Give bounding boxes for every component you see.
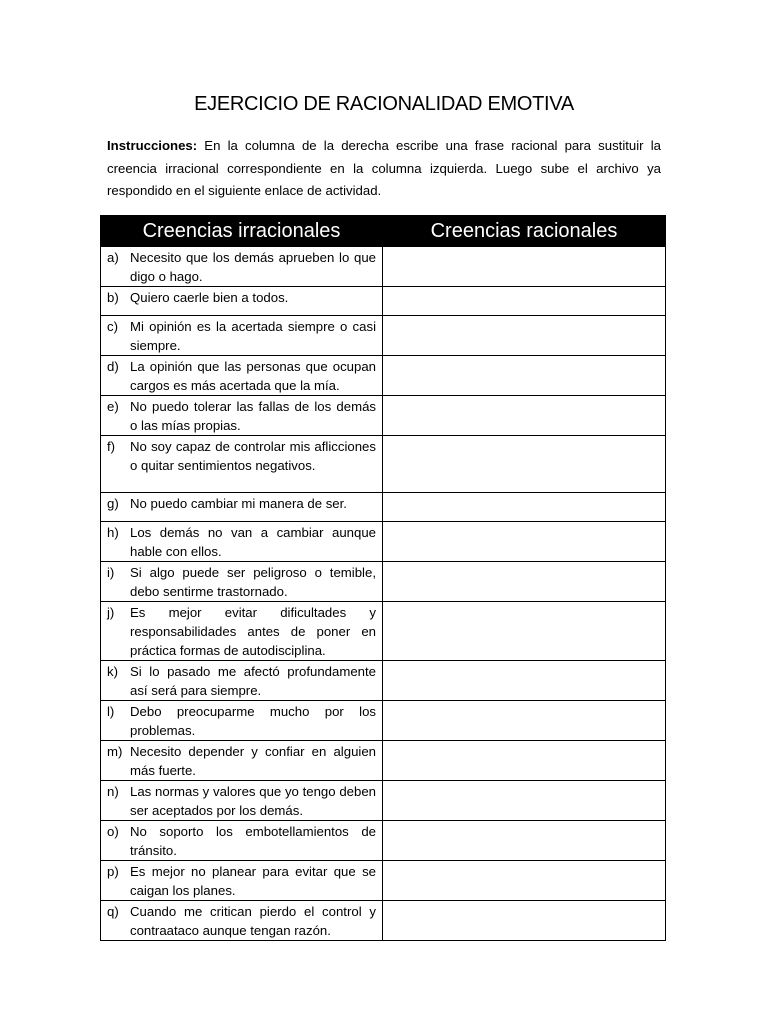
rational-belief-answer-cell[interactable] bbox=[383, 562, 666, 602]
instructions-paragraph bbox=[107, 135, 661, 203]
belief-item bbox=[101, 247, 382, 286]
irrational-belief-text: No puedo tolerar las fallas de los demás o las mías propias. bbox=[130, 399, 376, 433]
irrational-belief-text: No puedo cambiar mi manera de ser. bbox=[130, 496, 347, 511]
irrational-belief-cell bbox=[101, 741, 383, 781]
irrational-belief-text: Las normas y valores que yo tengo deben ser aceptados por los demás. bbox=[130, 784, 376, 818]
item-letter: f) bbox=[107, 439, 116, 454]
table-row bbox=[101, 316, 666, 356]
table-row bbox=[101, 522, 666, 562]
header-irrational-beliefs: Creencias irracionales bbox=[101, 216, 383, 247]
irrational-belief-cell bbox=[101, 901, 383, 941]
rational-belief-answer-cell[interactable] bbox=[383, 396, 666, 436]
irrational-belief-text: Es mejor no planear para evitar que se caigan los planes. bbox=[130, 864, 376, 898]
table-row bbox=[101, 602, 666, 661]
item-letter: a) bbox=[107, 250, 119, 265]
item-letter: h) bbox=[107, 525, 119, 540]
belief-item bbox=[101, 396, 382, 435]
rational-belief-answer-cell[interactable] bbox=[383, 701, 666, 741]
header-rational-beliefs: Creencias racionales bbox=[383, 216, 666, 247]
belief-item bbox=[101, 661, 382, 700]
irrational-belief-text: Los demás no van a cambiar aunque hable con ellos. bbox=[130, 525, 376, 559]
item-letter: n) bbox=[107, 784, 119, 799]
irrational-belief-cell bbox=[101, 356, 383, 396]
irrational-belief-text: No soy capaz de controlar mis aflicciones o quitar sentimientos negativos. bbox=[130, 439, 376, 473]
irrational-belief-cell bbox=[101, 436, 383, 493]
irrational-belief-text: Necesito que los demás aprueben lo que digo o hago. bbox=[130, 250, 376, 284]
irrational-belief-text: Es mejor evitar dificultades y responsabilidades antes de poner en práctica formas de autodisciplina. bbox=[130, 605, 376, 658]
table-row bbox=[101, 247, 666, 287]
item-letter: k) bbox=[107, 664, 118, 679]
item-letter: l) bbox=[107, 704, 115, 719]
item-letter: q) bbox=[107, 904, 119, 919]
table-row bbox=[101, 901, 666, 941]
irrational-belief-cell bbox=[101, 247, 383, 287]
table-row bbox=[101, 436, 666, 493]
item-letter: d) bbox=[107, 359, 119, 374]
belief-item bbox=[101, 522, 382, 561]
irrational-belief-text: Quiero caerle bien a todos. bbox=[130, 290, 289, 305]
irrational-belief-text: Mi opinión es la acertada siempre o casi siempre. bbox=[130, 319, 376, 353]
belief-item bbox=[101, 562, 382, 601]
belief-item bbox=[101, 436, 382, 475]
irrational-belief-cell bbox=[101, 821, 383, 861]
rational-belief-answer-cell[interactable] bbox=[383, 522, 666, 562]
irrational-belief-text: Si lo pasado me afectó profundamente así será para siempre. bbox=[130, 664, 376, 698]
table-row bbox=[101, 562, 666, 602]
rational-belief-answer-cell[interactable] bbox=[383, 602, 666, 661]
irrational-belief-cell bbox=[101, 861, 383, 901]
irrational-belief-cell bbox=[101, 602, 383, 661]
irrational-belief-cell bbox=[101, 287, 383, 316]
irrational-belief-cell bbox=[101, 781, 383, 821]
rational-belief-answer-cell[interactable] bbox=[383, 741, 666, 781]
table-header-row bbox=[101, 216, 666, 247]
irrational-belief-text: La opinión que las personas que ocupan cargos es más acertada que la mía. bbox=[130, 359, 376, 393]
irrational-belief-cell bbox=[101, 522, 383, 562]
irrational-belief-cell bbox=[101, 396, 383, 436]
rational-belief-answer-cell[interactable] bbox=[383, 316, 666, 356]
table-row bbox=[101, 781, 666, 821]
table-row bbox=[101, 661, 666, 701]
beliefs-table bbox=[100, 215, 666, 941]
table-row bbox=[101, 701, 666, 741]
rational-belief-answer-cell[interactable] bbox=[383, 661, 666, 701]
table-row bbox=[101, 287, 666, 316]
belief-item bbox=[101, 821, 382, 860]
item-letter: c) bbox=[107, 319, 118, 334]
rational-belief-answer-cell[interactable] bbox=[383, 287, 666, 316]
irrational-belief-text: No soporto los embotellamientos de tránsito. bbox=[130, 824, 376, 858]
belief-item bbox=[101, 701, 382, 740]
rational-belief-answer-cell[interactable] bbox=[383, 247, 666, 287]
item-letter: p) bbox=[107, 864, 119, 879]
page-title: EJERCICIO DE RACIONALIDAD EMOTIVA bbox=[194, 93, 574, 115]
rational-belief-answer-cell[interactable] bbox=[383, 356, 666, 396]
table-row bbox=[101, 821, 666, 861]
rational-belief-answer-cell[interactable] bbox=[383, 436, 666, 493]
irrational-belief-text: Cuando me critican pierdo el control y contraataco aunque tengan razón. bbox=[130, 904, 376, 938]
item-letter: g) bbox=[107, 496, 119, 511]
belief-item bbox=[101, 781, 382, 820]
irrational-belief-cell bbox=[101, 701, 383, 741]
belief-item bbox=[101, 861, 382, 900]
item-letter: m) bbox=[107, 744, 123, 759]
instructions-text: En la columna de la derecha escribe una frase racional para sustituir la creencia irracional correspondiente en la columna izquierda. Luego sube el archivo ya respondido en el siguiente enlace de actividad. bbox=[107, 138, 661, 198]
item-letter: o) bbox=[107, 824, 119, 839]
belief-item bbox=[101, 356, 382, 395]
belief-item bbox=[101, 602, 382, 660]
table-row bbox=[101, 493, 666, 522]
belief-item bbox=[101, 287, 382, 307]
rational-belief-answer-cell[interactable] bbox=[383, 821, 666, 861]
item-letter: i) bbox=[107, 565, 115, 580]
belief-item bbox=[101, 316, 382, 355]
table-row bbox=[101, 861, 666, 901]
rational-belief-answer-cell[interactable] bbox=[383, 781, 666, 821]
table-body bbox=[101, 247, 666, 941]
belief-item bbox=[101, 901, 382, 940]
rational-belief-answer-cell[interactable] bbox=[383, 861, 666, 901]
instructions-label: Instrucciones: bbox=[107, 138, 198, 153]
irrational-belief-cell bbox=[101, 562, 383, 602]
rational-belief-answer-cell[interactable] bbox=[383, 901, 666, 941]
item-letter: b) bbox=[107, 290, 119, 305]
irrational-belief-cell bbox=[101, 316, 383, 356]
belief-item bbox=[101, 493, 382, 513]
irrational-belief-text: Debo preocuparme mucho por los problemas. bbox=[130, 704, 376, 738]
irrational-belief-text: Si algo puede ser peligroso o temible, debo sentirme trastornado. bbox=[130, 565, 376, 599]
belief-item bbox=[101, 741, 382, 780]
irrational-belief-cell bbox=[101, 493, 383, 522]
table-row bbox=[101, 356, 666, 396]
item-letter: e) bbox=[107, 399, 119, 414]
table-row bbox=[101, 396, 666, 436]
rational-belief-answer-cell[interactable] bbox=[383, 493, 666, 522]
item-letter: j) bbox=[107, 605, 115, 620]
table-row bbox=[101, 741, 666, 781]
irrational-belief-cell bbox=[101, 661, 383, 701]
irrational-belief-text: Necesito depender y confiar en alguien más fuerte. bbox=[130, 744, 376, 778]
